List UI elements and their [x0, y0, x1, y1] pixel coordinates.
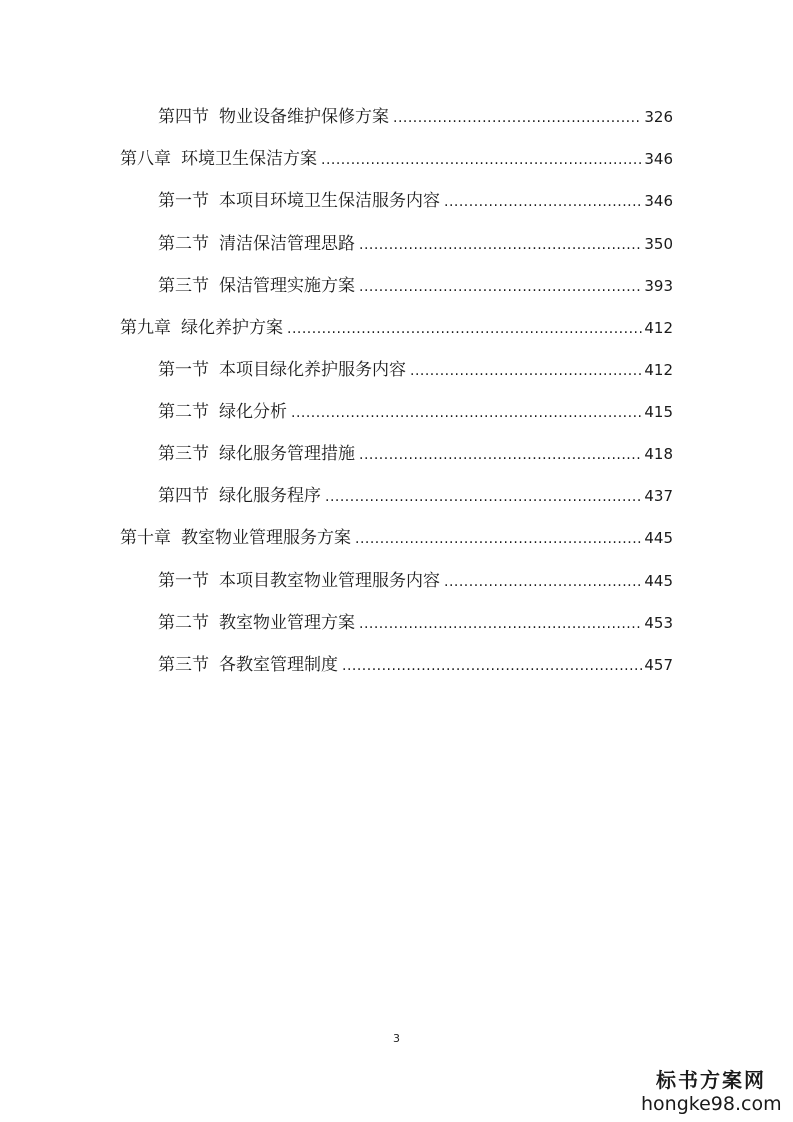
toc-entry-number: 第三节 — [158, 276, 209, 296]
toc-entry[interactable] — [158, 611, 673, 635]
toc-entry-page: 415 — [644, 403, 673, 421]
toc-entry[interactable] — [158, 358, 673, 382]
dot-leader — [325, 485, 642, 509]
toc-entry-number: 第二节 — [158, 402, 209, 422]
toc-entry[interactable] — [158, 232, 673, 256]
toc-entry-title: 绿化养护方案 — [181, 318, 283, 338]
toc-entry-title: 本项目绿化养护服务内容 — [219, 360, 406, 380]
toc-entry-title: 绿化服务程序 — [219, 486, 321, 506]
toc-entry-title: 保洁管理实施方案 — [219, 276, 355, 296]
toc-entry-page: 457 — [644, 656, 673, 674]
toc-entry-number: 第一节 — [158, 571, 209, 591]
dot-leader — [342, 654, 642, 678]
toc-entry-title: 各教室管理制度 — [219, 655, 338, 675]
toc-entry-page: 445 — [644, 572, 673, 590]
toc-entry-title: 绿化服务管理措施 — [219, 444, 355, 464]
dot-leader — [444, 190, 642, 214]
toc-entry[interactable] — [120, 316, 673, 340]
toc-entry[interactable] — [120, 147, 673, 171]
dot-leader — [359, 275, 642, 299]
dot-leader — [321, 148, 642, 172]
toc-entry-page: 453 — [644, 614, 673, 632]
toc-entry[interactable] — [158, 105, 673, 129]
toc-entry-title: 清洁保洁管理思路 — [219, 234, 355, 254]
toc-entry-title: 物业设备维护保修方案 — [219, 107, 389, 127]
toc-entry-page: 346 — [644, 192, 673, 210]
toc-entry-title: 绿化分析 — [219, 402, 287, 422]
toc-entry-number: 第四节 — [158, 107, 209, 127]
toc-entry[interactable] — [120, 526, 673, 550]
watermark — [641, 1068, 781, 1116]
toc-entry-number: 第九章 — [120, 318, 171, 338]
dot-leader — [359, 233, 642, 257]
toc-entry-title: 教室物业管理方案 — [219, 613, 355, 633]
toc-entry[interactable] — [158, 442, 673, 466]
toc-entry-page: 393 — [644, 277, 673, 295]
page-number: 3 — [393, 1032, 400, 1045]
dot-leader — [359, 443, 642, 467]
toc-entry-number: 第八章 — [120, 149, 171, 169]
toc-entry[interactable] — [158, 274, 673, 298]
toc-entry[interactable] — [158, 189, 673, 213]
toc-entry-number: 第一节 — [158, 360, 209, 380]
toc-entry-page: 445 — [644, 529, 673, 547]
toc-entry-number: 第一节 — [158, 191, 209, 211]
toc-entry-title: 教室物业管理服务方案 — [181, 528, 351, 548]
toc-entry[interactable] — [158, 569, 673, 593]
dot-leader — [287, 317, 642, 341]
toc-entry-page: 418 — [644, 445, 673, 463]
toc-entry-number: 第十章 — [120, 528, 171, 548]
watermark-name: 标书方案网 — [656, 1068, 766, 1092]
dot-leader — [444, 570, 642, 594]
toc-entry-title: 本项目环境卫生保洁服务内容 — [219, 191, 440, 211]
dot-leader — [359, 612, 642, 636]
dot-leader — [393, 106, 642, 130]
toc-entry-number: 第三节 — [158, 655, 209, 675]
toc-entry-page: 326 — [644, 108, 673, 126]
watermark-url: hongke98.com — [641, 1093, 782, 1115]
dot-leader — [291, 401, 642, 425]
toc-entry-number: 第二节 — [158, 613, 209, 633]
toc-entry[interactable] — [158, 484, 673, 508]
toc-entry-number: 第二节 — [158, 234, 209, 254]
dot-leader — [410, 359, 642, 383]
dot-leader — [355, 527, 642, 551]
toc-entry-number: 第四节 — [158, 486, 209, 506]
toc-entry-page: 346 — [644, 150, 673, 168]
toc-entry-page: 412 — [644, 361, 673, 379]
toc-entry[interactable] — [158, 653, 673, 677]
toc-entry[interactable] — [158, 400, 673, 424]
toc-entry-page: 437 — [644, 487, 673, 505]
toc-entry-page: 412 — [644, 319, 673, 337]
toc-entry-page: 350 — [644, 235, 673, 253]
toc-entry-title: 环境卫生保洁方案 — [181, 149, 317, 169]
toc-entry-title: 本项目教室物业管理服务内容 — [219, 571, 440, 591]
toc-entry-number: 第三节 — [158, 444, 209, 464]
